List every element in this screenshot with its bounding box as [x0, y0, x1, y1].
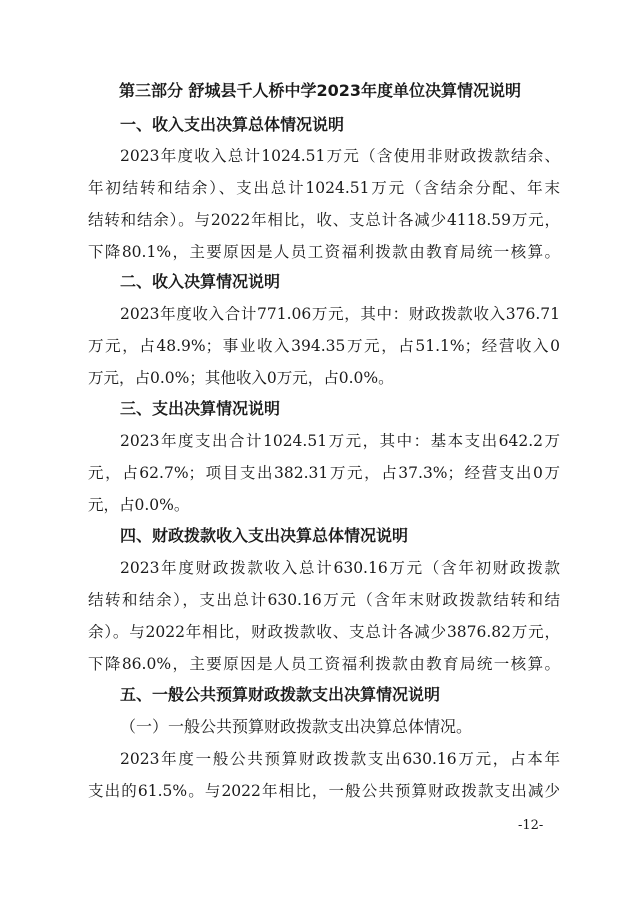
paragraph-line: 结转和结余）。与2022年相比，收、支总计各减少4118.59万元， [88, 211, 560, 229]
paragraph-line: 2023年度财政拨款收入总计630.16万元（含年初财政拨款 [120, 559, 560, 577]
paragraph-line: 余）。与2022年相比，财政拨款收、支总计各减少3876.82万元， [88, 623, 560, 641]
paragraph-line: 下降80.1%，主要原因是人员工资福利拨款由教育局统一核算。 [88, 243, 560, 261]
page-number: -12- [518, 818, 544, 833]
paragraph-line: 支出的61.5%。与2022年相比，一般公共预算财政拨款支出减少 [88, 782, 560, 800]
paragraph-line: 2023年度支出合计1024.51万元，其中：基本支出642.2万 [120, 432, 560, 450]
paragraph-line: 下降86.0%，主要原因是人员工资福利拨款由教育局统一核算。 [88, 655, 560, 673]
paragraph-line: 元，占62.7%；项目支出382.31万元，占37.3%；经营支出0万 [88, 464, 560, 482]
paragraph-line: 结转和结余），支出总计630.16万元（含年末财政拨款结转和结 [88, 591, 560, 609]
section-heading-5: 五、一般公共预算财政拨款支出决算情况说明 [120, 685, 441, 704]
paragraph-line: 2023年度一般公共预算财政拨款支出630.16万元，占本年 [120, 750, 560, 768]
subsection-heading: （一）一般公共预算财政拨款支出决算总体情况。 [120, 717, 473, 736]
paragraph-line: 2023年度收入总计1024.51万元（含使用非财政拨款结余、 [120, 147, 560, 165]
page-title: 第三部分 舒城县千人桥中学2023年度单位决算情况说明 [118, 81, 522, 100]
paragraph-line: 万元，占0.0%；其他收入0万元，占0.0%。 [88, 369, 394, 387]
paragraph-line: 元，占0.0%。 [88, 496, 190, 514]
section-heading-2: 二、收入决算情况说明 [120, 272, 281, 291]
section-heading-1: 一、收入支出决算总体情况说明 [120, 115, 345, 134]
paragraph-line: 年初结转和结余）、支出总计1024.51万元（含结余分配、年末 [88, 179, 560, 197]
paragraph-line: 2023年度收入合计771.06万元，其中：财政拨款收入376.71 [120, 305, 560, 323]
paragraph-line: 万元，占48.9%；事业收入394.35万元，占51.1%；经营收入0 [88, 337, 560, 355]
section-heading-3: 三、支出决算情况说明 [120, 399, 281, 418]
section-heading-4: 四、财政拨款收入支出决算总体情况说明 [120, 526, 409, 545]
